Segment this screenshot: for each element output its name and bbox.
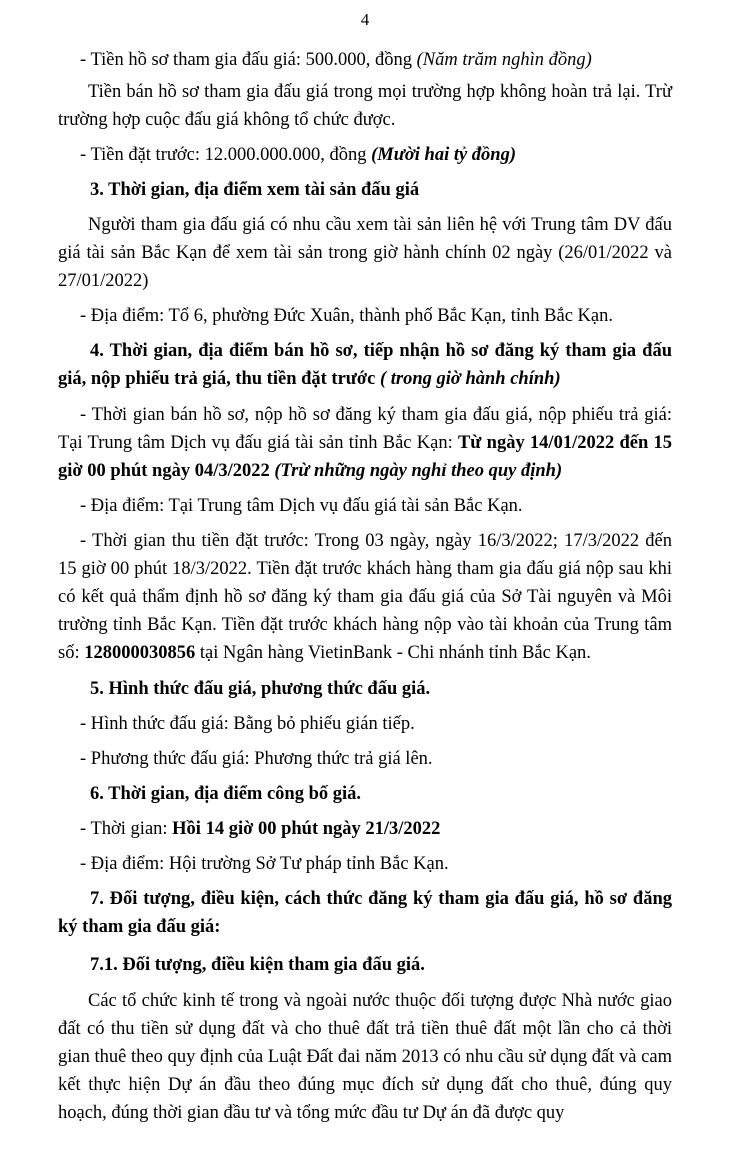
paragraph-4-3-text-1: - Thời gian thu tiền đặt trước: Trong 03 ngày, ngày 16/3/2022; 17/3/2022 đến 15 giờ 00 phút 18/3/2022. Tiền đặt trước khách hàng tham gia đấu giá nộp sau khi có kết quả thẩm định hồ sơ đăng ký tham gia đấu giá của Sở Tài nguyên và Môi trường tỉnh Bắc Kạn. Tiền đặt trước khách hàng nộp vào tài khoản của Trung tâm số:	[58, 531, 672, 664]
paragraph-4-2: - Địa điểm: Tại Trung tâm Dịch vụ đấu giá tài sản Bắc Kạn.	[80, 495, 523, 516]
paragraph-4-1-dates: Từ ngày 14/01/2022 đến 15 giờ 00 phút ngày 04/3/2022	[58, 432, 672, 481]
paragraph-4-1	[58, 401, 672, 485]
fee-amount-words: (Năm trăm nghìn đồng)	[416, 50, 592, 71]
paragraph-fee-note: Tiền bán hồ sơ tham gia đấu giá trong mọi trường hợp không hoàn trả lại. Trừ trường hợp cuộc đấu giá không tổ chức được.	[58, 81, 672, 130]
paragraph-4-3	[58, 527, 672, 668]
heading-section-4-main: 4. Thời gian, địa điểm bán hồ sơ, tiếp nhận hồ sơ đăng ký tham gia đấu giá, nộp phiếu trả giá, thu tiền đặt trước	[58, 341, 672, 390]
paragraph-6-1-datetime: Hồi 14 giờ 00 phút ngày 21/3/2022	[172, 819, 441, 840]
deposit-words: (Mười hai tỷ đồng)	[371, 144, 517, 165]
paragraph-4-1-text: - Thời gian bán hồ sơ, nộp hồ sơ đăng ký tham gia đấu giá, nộp phiếu trả giá: Tại Trung tâm Dịch vụ đấu giá tài sản tỉnh Bắc Kạn:	[58, 404, 672, 453]
paragraph-4-3-text-2: tại Ngân hàng VietinBank - Chi nhánh tỉnh Bắc Kạn.	[195, 643, 591, 664]
paragraph-4-3-account-number: 128000030856	[84, 643, 196, 664]
page-number: 4	[360, 10, 370, 29]
heading-section-4-italic: ( trong giờ hành chính)	[380, 369, 561, 390]
heading-section-4	[58, 337, 672, 393]
paragraph-6-2: - Địa điểm: Hội trường Sở Tư pháp tỉnh Bắc Kạn.	[80, 854, 449, 875]
fee-amount-text: - Tiền hồ sơ tham gia đấu giá: 500.000, đồng	[80, 50, 417, 71]
deposit-text: - Tiền đặt trước: 12.000.000.000, đồng	[80, 144, 372, 165]
paragraph-fee-amount	[58, 46, 672, 74]
paragraph-3-1: Người tham gia đấu giá có nhu cầu xem tài sản liên hệ với Trung tâm DV đấu giá tài sản Bắc Kạn để xem tài sản trong giờ hành chính 02 ngày (26/01/2022 và 27/01/2022)	[58, 214, 672, 292]
paragraph-5-2: - Phương thức đấu giá: Phương thức trả giá lên.	[80, 748, 433, 769]
paragraph-5-1: - Hình thức đấu giá: Bằng bỏ phiếu gián tiếp.	[80, 713, 415, 734]
paragraph-deposit	[58, 141, 672, 169]
heading-section-6: 6. Thời gian, địa điểm công bố giá.	[90, 783, 362, 804]
heading-section-3: 3. Thời gian, địa điểm xem tài sản đấu giá	[90, 179, 420, 200]
heading-section-5: 5. Hình thức đấu giá, phương thức đấu giá.	[90, 678, 431, 699]
paragraph-3-2: - Địa điểm: Tổ 6, phường Đức Xuân, thành phố Bắc Kạn, tỉnh Bắc Kạn.	[80, 306, 613, 327]
paragraph-6-1-label: - Thời gian:	[80, 819, 173, 840]
paragraph-4-1-note: (Trừ những ngày nghỉ theo quy định)	[274, 460, 563, 481]
heading-section-7-1: 7.1. Đối tượng, điều kiện tham gia đấu giá.	[90, 955, 425, 976]
paragraph-7-1-body: Các tổ chức kinh tế trong và ngoài nước thuộc đối tượng được Nhà nước giao đất có thu tiền sử dụng đất và cho thuê đất trả tiền thuê đất một lần cho cả thời gian thuê theo quy định của Luật Đất đai năm 2013 có nhu cầu sử dụng đất và cam kết thực hiện Dự án đầu theo đúng mục đích sử dụng đất cho thuê, đúng quy hoạch, đúng thời gian đầu tư và tổng mức đầu tư Dự án đã được quy	[58, 990, 672, 1123]
heading-section-7: 7. Đối tượng, điều kiện, cách thức đăng ký tham gia đấu giá, hồ sơ đăng ký tham gia đấu giá:	[58, 889, 672, 938]
document-body	[58, 46, 672, 1127]
paragraph-6-1	[58, 815, 672, 843]
